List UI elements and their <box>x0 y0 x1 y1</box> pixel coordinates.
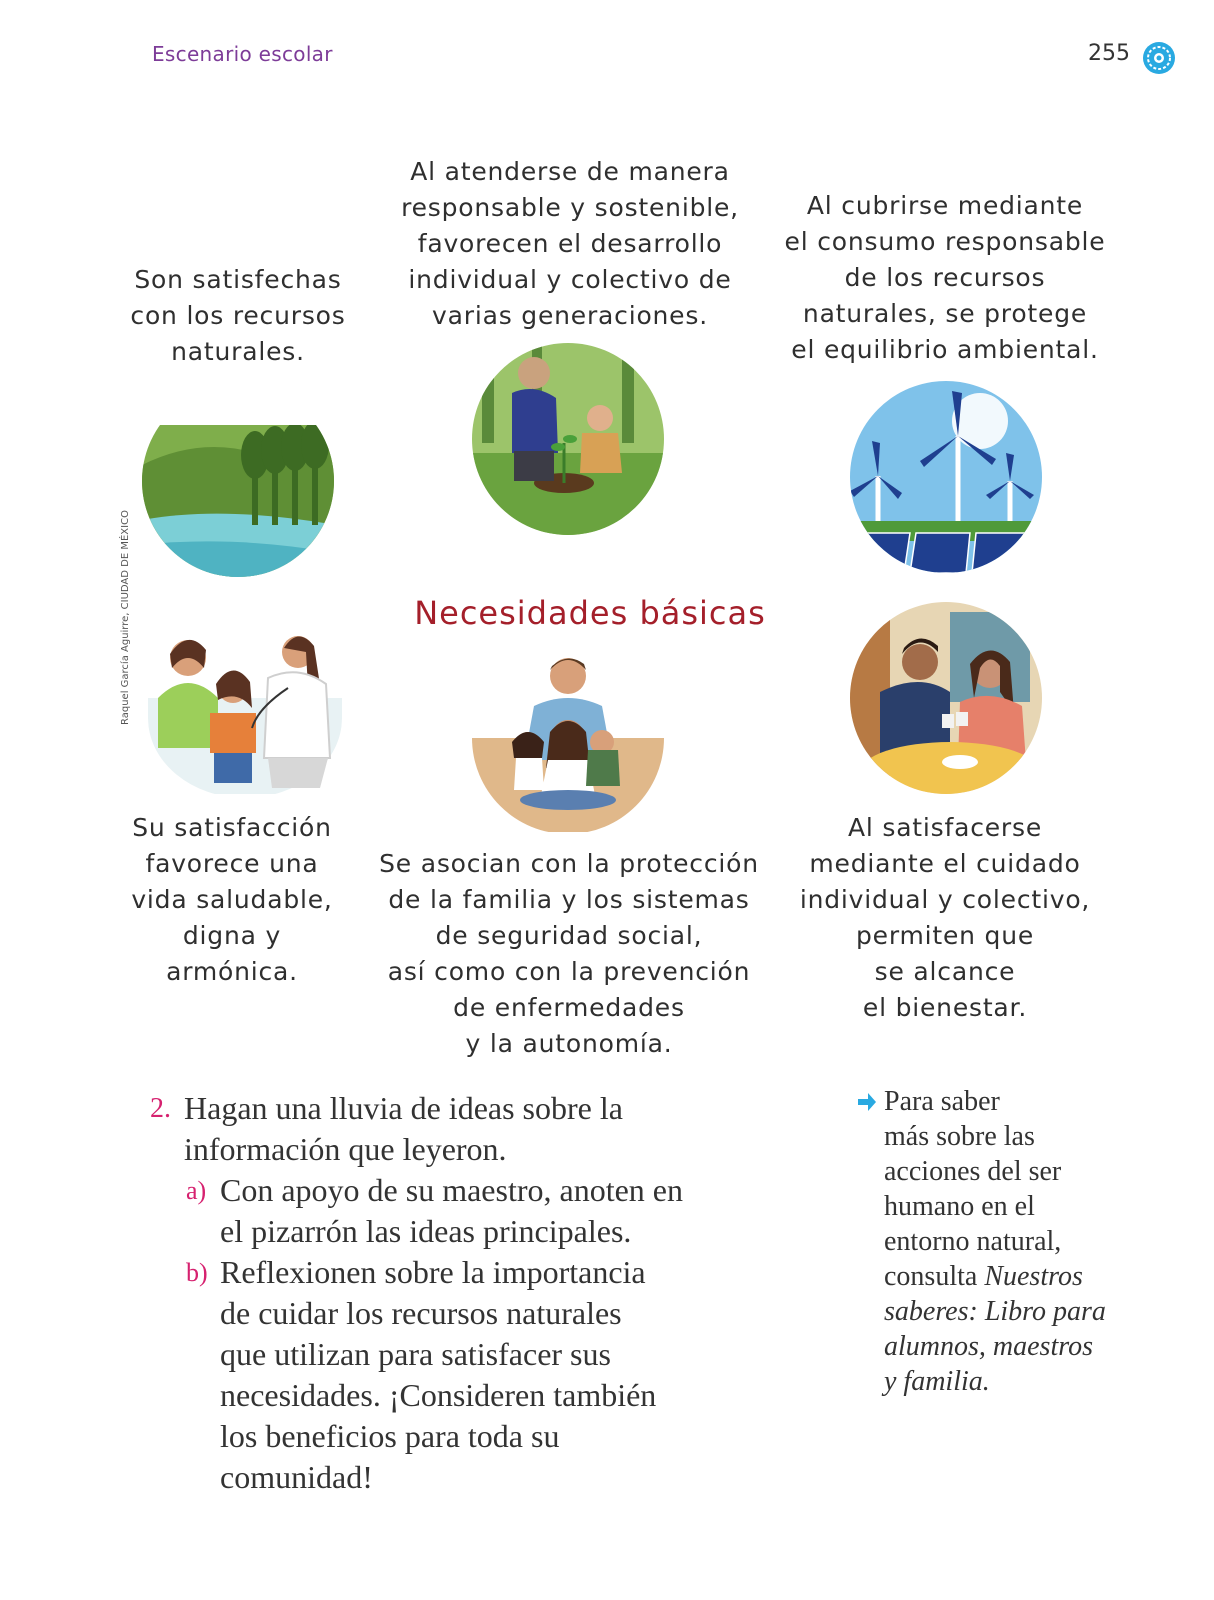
arrow-right-icon <box>856 1086 878 1116</box>
activity-intro: 2. Hagan una lluvia de ideas sobre la información que leyeron. <box>150 1090 623 1167</box>
planting-tree-illustration <box>472 343 664 535</box>
text-top-center: Al atenderse de manera responsable y sostenible, favorecen el desarrollo individual y colectivo de varias generaciones. <box>401 157 739 330</box>
section-title: Necesidades básicas <box>414 594 766 632</box>
page-number: 255 <box>1088 41 1130 66</box>
activity-item-b: b) Reflexionen sobre la importancia de cuidar los recursos naturales que utilizan para satisfacer sus necesidades. ¡Consideren también los beneficios para toda su comunidad! <box>186 1254 657 1495</box>
doctor-checkup-illustration <box>148 628 342 794</box>
page-badge-icon <box>1141 40 1177 76</box>
book-title: Nuestros <box>984 1261 1083 1292</box>
illustration-credit: Raquel García Aguirre, CIUDAD DE MÉXICO <box>120 510 131 725</box>
text-top-right: Al cubrirse mediante el consumo responsable de los recursos naturales, se protege el equilibrio ambiental. <box>784 191 1106 364</box>
couple-eating-illustration <box>850 602 1042 794</box>
text-bottom-left: Su satisfacción favorece una vida saludable, digna y armónica. <box>131 813 333 986</box>
activity-2 <box>150 1088 790 1498</box>
text-bottom-right: Al satisfacerse mediante el cuidado individual y colectivo, permiten que se alcance el bienestar. <box>799 813 1091 1022</box>
item-letter-b: b) <box>186 1258 208 1287</box>
river-forest-illustration <box>142 425 336 577</box>
text-top-left: Son satisfechas con los recursos naturales. <box>130 265 346 366</box>
activity-item-a: a) Con apoyo de su maestro, anoten en el pizarrón las ideas principales. <box>186 1172 683 1249</box>
text-bottom-center: Se asocian con la protección de la familia y los sistemas de seguridad social, así como con la prevención de enfermedades y la autonomía. <box>379 849 759 1058</box>
item-letter-a: a) <box>186 1176 207 1205</box>
family-illustration <box>472 650 664 832</box>
running-header: Escenario escolar <box>152 42 333 66</box>
activity-number: 2. <box>150 1093 171 1124</box>
wind-solar-illustration <box>850 381 1042 573</box>
